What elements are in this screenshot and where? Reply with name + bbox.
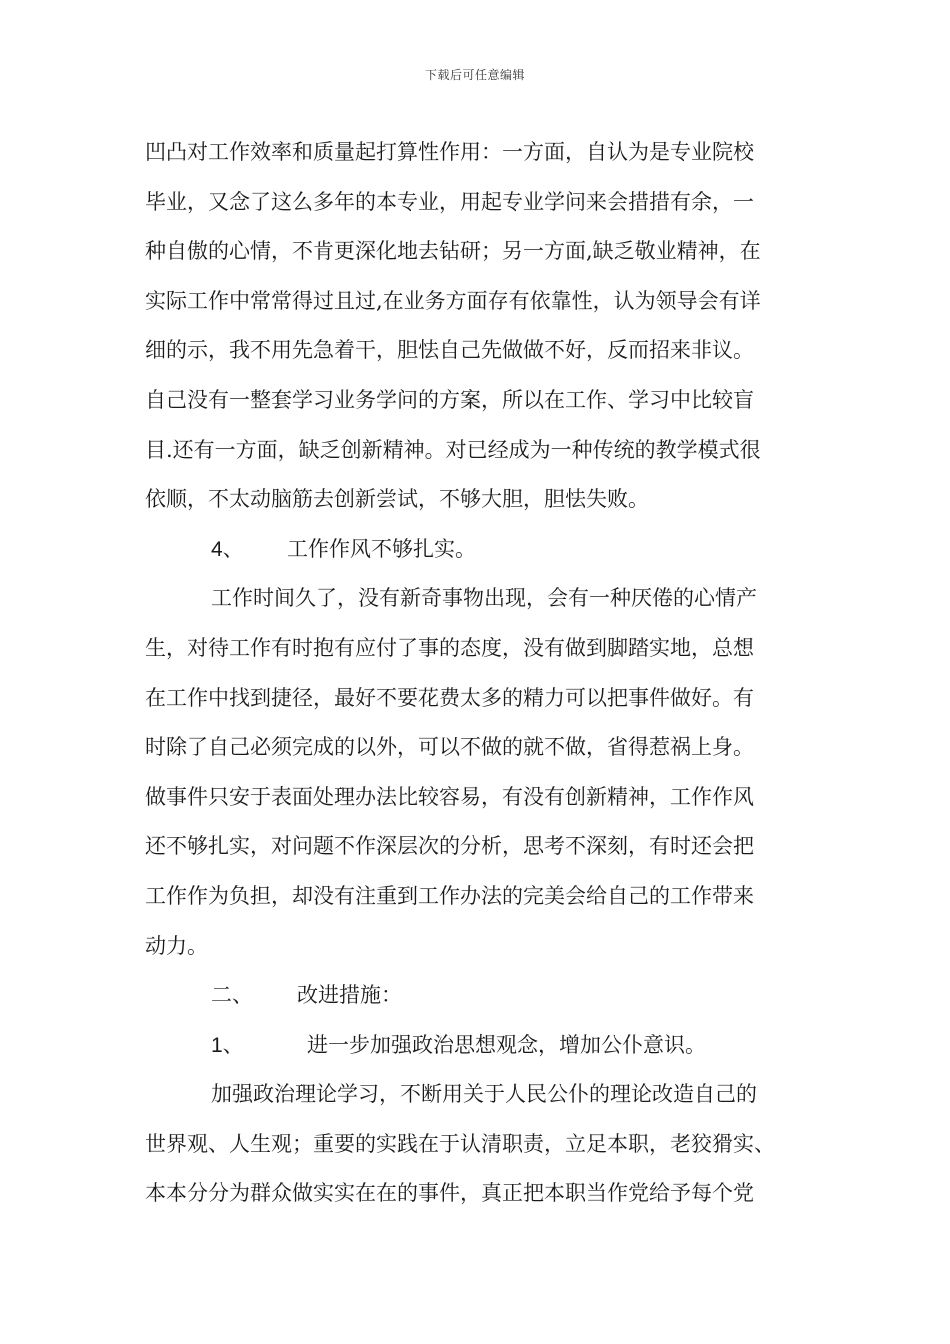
text-line: 种自傲的心情，不肯更深化地去钻研；另一方面,缺乏敬业精神，在: [145, 239, 761, 264]
text-line: 生，对待工作有时抱有应付了事的态度，没有做到脚踏实地，总想: [145, 635, 754, 660]
heading-text: 进一步加强政治思想观念，增加公仆意识。: [307, 1032, 706, 1057]
text-line: 目.还有一方面，缺乏创新精神。对已经成为一种传统的教学模式很: [145, 437, 761, 462]
text-line: 世界观、人生观；重要的实践在于认清职责，立足本职，老狡猾实、: [145, 1131, 775, 1156]
document-body: [145, 128, 810, 1219]
heading-text: 改进措施：: [297, 983, 402, 1008]
section-heading-1: [145, 1021, 810, 1071]
text-line: 动力。: [145, 933, 208, 958]
paragraph-first-line: 加强政治理论学习，不断用关于人民公仆的理论改造自己的: [211, 1082, 757, 1107]
text-line: 凹凸对工作效率和质量起打算性作用：一方面，自认为是专业院校: [145, 140, 754, 164]
section-heading-2: [145, 971, 810, 1021]
text-line: 还不够扎实，对问题不作深层次的分析，思考不深刻，有时还会把: [145, 834, 754, 859]
text-line: 做事件只安于表面处理办法比较容易，有没有创新精神，工作作风: [145, 784, 754, 809]
heading-number: 1、: [211, 1033, 244, 1057]
text-line: 工作作为负担，却没有注重到工作办法的完美会给自己的工作带来: [145, 883, 754, 908]
heading-number: 4、: [211, 537, 244, 561]
text-line: 细的示，我不用先急着干，胆怯自己先做做不好，反而招来非议。: [145, 338, 754, 363]
paragraph-first-line: 工作时间久了，没有新奇事物出现，会有一种厌倦的心情产: [211, 586, 757, 611]
text-line: 时除了自己必须完成的以外，可以不做的就不做，省得惹祸上身。: [145, 735, 754, 760]
text-line: 依顺，不太动脑筋去创新尝试，不够大胆，胆怯失败。: [145, 487, 649, 512]
text-line: 本本分分为群众做实实在在的事件，真正把本职当作党给予每个党: [145, 1181, 754, 1206]
text-line: 在工作中找到捷径，最好不要花费太多的精力可以把事件做好。有: [145, 685, 754, 710]
section-heading-4: [145, 525, 810, 575]
text-line: 实际工作中常常得过且过,在业务方面存有依靠性，认为领导会有详: [145, 288, 761, 313]
heading-text: 工作作风不够扎实。: [287, 536, 476, 561]
heading-number: 二、: [211, 984, 253, 1008]
page-header: 下载后可任意编辑: [424, 68, 525, 82]
text-line: 自己没有一整套学习业务学问的方案，所以在工作、学习中比较盲: [145, 387, 754, 412]
text-line: 毕业，又念了这么多年的本专业，用起专业学问来会措措有余，一: [145, 189, 754, 214]
